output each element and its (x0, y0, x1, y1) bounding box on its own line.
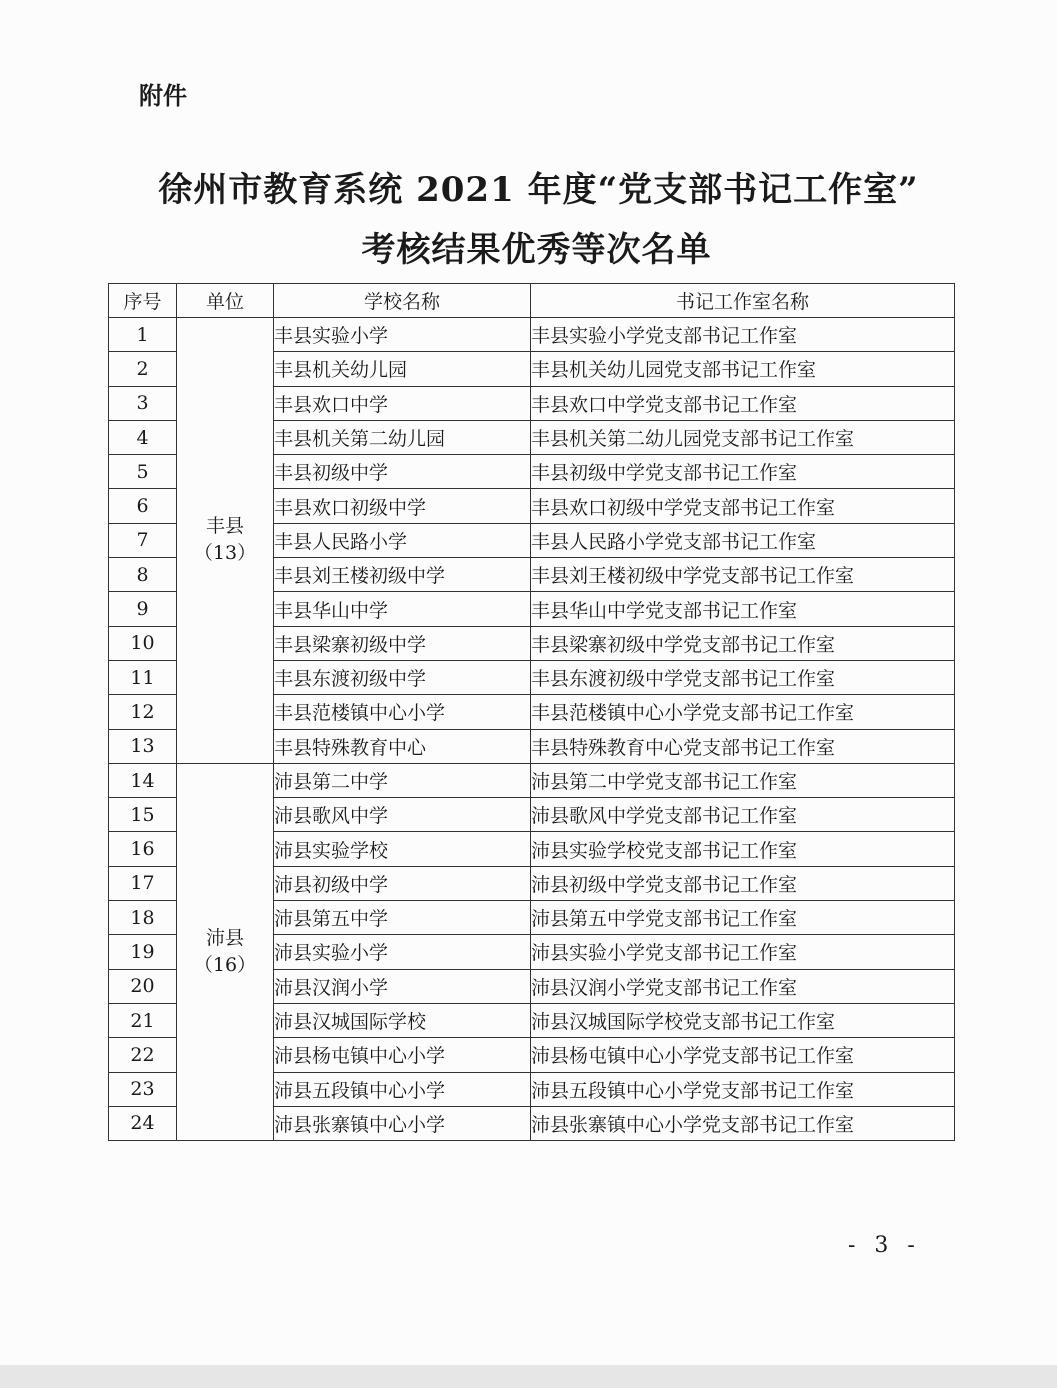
school-name: 丰县欢口初级中学 (274, 489, 531, 523)
office-name: 沛县初级中学党支部书记工作室 (531, 866, 955, 900)
school-name: 丰县机关幼儿园 (274, 352, 531, 386)
header-index: 序号 (109, 284, 177, 318)
results-table (108, 283, 955, 1141)
school-name: 丰县梁寨初级中学 (274, 626, 531, 660)
scan-bottom-edge (0, 1365, 1057, 1388)
row-index: 12 (109, 695, 177, 729)
header-school: 学校名称 (274, 284, 531, 318)
row-index: 1 (109, 318, 177, 352)
row-index: 11 (109, 660, 177, 694)
office-name: 丰县东渡初级中学党支部书记工作室 (531, 660, 955, 694)
row-index: 23 (109, 1072, 177, 1106)
unit-cell (177, 763, 274, 1140)
office-name: 沛县汉城国际学校党支部书记工作室 (531, 1003, 955, 1037)
unit-cell (177, 318, 274, 764)
header-unit: 单位 (177, 284, 274, 318)
row-index: 14 (109, 763, 177, 797)
office-name: 沛县歌风中学党支部书记工作室 (531, 798, 955, 832)
row-index: 13 (109, 729, 177, 763)
office-name: 沛县汉润小学党支部书记工作室 (531, 969, 955, 1003)
office-name: 沛县张寨镇中心小学党支部书记工作室 (531, 1106, 955, 1140)
school-name: 丰县实验小学 (274, 318, 531, 352)
row-index: 17 (109, 866, 177, 900)
row-index: 3 (109, 386, 177, 420)
school-name: 丰县华山中学 (274, 592, 531, 626)
row-index: 21 (109, 1003, 177, 1037)
row-index: 8 (109, 558, 177, 592)
office-name: 沛县第五中学党支部书记工作室 (531, 901, 955, 935)
row-index: 9 (109, 592, 177, 626)
row-index: 16 (109, 832, 177, 866)
school-name: 丰县刘王楼初级中学 (274, 558, 531, 592)
school-name: 沛县杨屯镇中心小学 (274, 1038, 531, 1072)
row-index: 5 (109, 455, 177, 489)
header-office: 书记工作室名称 (531, 284, 955, 318)
table-row (109, 763, 955, 797)
office-name: 丰县刘王楼初级中学党支部书记工作室 (531, 558, 955, 592)
office-name: 丰县华山中学党支部书记工作室 (531, 592, 955, 626)
office-name: 丰县欢口初级中学党支部书记工作室 (531, 489, 955, 523)
school-name: 沛县张寨镇中心小学 (274, 1106, 531, 1140)
school-name: 沛县实验学校 (274, 832, 531, 866)
unit-name: 丰县 (205, 515, 244, 538)
office-name: 沛县实验学校党支部书记工作室 (531, 832, 955, 866)
office-name: 沛县五段镇中心小学党支部书记工作室 (531, 1072, 955, 1106)
office-name: 丰县欢口中学党支部书记工作室 (531, 386, 955, 420)
unit-name: 沛县 (205, 926, 244, 949)
school-name: 沛县第五中学 (274, 901, 531, 935)
row-index: 20 (109, 969, 177, 1003)
school-name: 沛县实验小学 (274, 935, 531, 969)
school-name: 沛县初级中学 (274, 866, 531, 900)
unit-count: （16） (193, 953, 257, 976)
office-name: 沛县实验小学党支部书记工作室 (531, 935, 955, 969)
school-name: 丰县机关第二幼儿园 (274, 420, 531, 454)
school-name: 丰县初级中学 (274, 455, 531, 489)
document-title-line1: 徐州市教育系统 2021 年度“党支部书记工作室” (158, 170, 919, 210)
school-name: 丰县特殊教育中心 (274, 729, 531, 763)
school-name: 沛县歌风中学 (274, 798, 531, 832)
office-name: 丰县实验小学党支部书记工作室 (531, 318, 955, 352)
office-name: 沛县第二中学党支部书记工作室 (531, 763, 955, 797)
office-name: 丰县特殊教育中心党支部书记工作室 (531, 729, 955, 763)
office-name: 丰县梁寨初级中学党支部书记工作室 (531, 626, 955, 660)
school-name: 丰县范楼镇中心小学 (274, 695, 531, 729)
office-name: 丰县机关第二幼儿园党支部书记工作室 (531, 420, 955, 454)
row-index: 24 (109, 1106, 177, 1140)
row-index: 7 (109, 523, 177, 557)
table-header-row (109, 284, 955, 318)
school-name: 丰县欢口中学 (274, 386, 531, 420)
row-index: 4 (109, 420, 177, 454)
office-name: 沛县杨屯镇中心小学党支部书记工作室 (531, 1038, 955, 1072)
table-row (109, 318, 955, 352)
row-index: 22 (109, 1038, 177, 1072)
school-name: 丰县东渡初级中学 (274, 660, 531, 694)
page-number: - 3 - (848, 1233, 921, 1258)
office-name: 丰县机关幼儿园党支部书记工作室 (531, 352, 955, 386)
row-index: 18 (109, 901, 177, 935)
school-name: 丰县人民路小学 (274, 523, 531, 557)
unit-count: （13） (193, 542, 257, 565)
office-name: 丰县初级中学党支部书记工作室 (531, 455, 955, 489)
row-index: 2 (109, 352, 177, 386)
row-index: 10 (109, 626, 177, 660)
office-name: 丰县人民路小学党支部书记工作室 (531, 523, 955, 557)
document-title-line2: 考核结果优秀等次名单 (361, 230, 712, 270)
attachment-label: 附件 (139, 82, 187, 110)
school-name: 沛县汉润小学 (274, 969, 531, 1003)
school-name: 沛县汉城国际学校 (274, 1003, 531, 1037)
row-index: 6 (109, 489, 177, 523)
row-index: 15 (109, 798, 177, 832)
school-name: 沛县第二中学 (274, 763, 531, 797)
row-index: 19 (109, 935, 177, 969)
school-name: 沛县五段镇中心小学 (274, 1072, 531, 1106)
table-body (109, 318, 955, 1141)
office-name: 丰县范楼镇中心小学党支部书记工作室 (531, 695, 955, 729)
